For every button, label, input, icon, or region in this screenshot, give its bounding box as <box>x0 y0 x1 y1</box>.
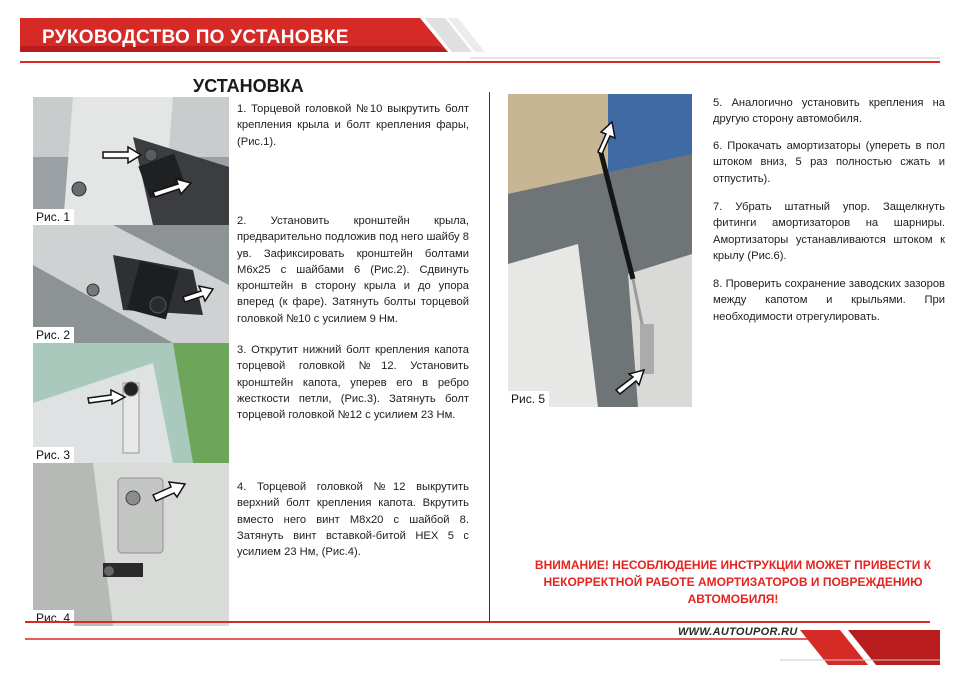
step-1: 1. Торцевой головкой №10 выкрутить болт крепления крыла и болт крепления фары, (Рис.1). <box>237 103 469 148</box>
figure-5 <box>508 94 692 407</box>
figure-1 <box>33 97 229 225</box>
figure-label: Рис. 1 <box>33 209 74 225</box>
warning-text: ВНИМАНИЕ! НЕСОБЛЮДЕНИЕ ИНСТРУКЦИИ МОЖЕТ ПРИВЕСТИ К НЕКОРРЕКТНОЙ РАБОТЕ АМОРТИЗАТОРОВ И ПОВРЕЖДЕНИЮ АВТОМОБИЛЯ! <box>534 558 932 606</box>
footer-url: WWW.AUTOUPOR.RU <box>678 626 798 638</box>
figure-1-photo <box>33 97 229 225</box>
step-6: 6. Прокачать амортизаторы (уперeть в пол штоком вниз, 5 раз полностью сжать и отпустить). <box>713 140 945 185</box>
header-title: РУКОВОДСТВО ПО УСТАНОВКЕ <box>42 27 349 48</box>
step-3: 3. Открутит нижний болт крепления капота торцевой головкой №12. Установить кронштейн капота, уперев его в ребро жесткости петли, (Рис.3). Затянуть болт торцевой головкой №12 с усилием 23 Нм. <box>237 344 469 422</box>
section-title: УСТАНОВКА <box>193 76 304 96</box>
column-divider <box>489 92 490 622</box>
figure-2-photo <box>33 225 229 343</box>
step-2: 2. Установить кронштейн крыла, предварительно подложив под него шайбу 8 ув. Зафиксировать кронштейн болтами М6х25 с шайбами 6 (Рис.2). Сдвинуть кронштейн в сторону крыла и до упора вперед (к фаре). Затянуть болты торцевой головкой №10 с усилием 9 Нм. <box>237 215 469 325</box>
step-7: 7. Убрать штатный упор. Защелкнуть фитинги амортизаторов на шарниры. Амортизаторы устанавливаются штоком к крылу (Рис.6). <box>713 201 945 262</box>
figure-label: Рис. 4 <box>33 610 74 626</box>
figure-label: Рис. 2 <box>33 327 74 343</box>
step-5: 5. Аналогично установить крепления на другую сторону автомобиля. <box>713 97 945 126</box>
figure-label: Рис. 3 <box>33 447 74 463</box>
step-8: 8. Проверить сохранение заводских зазоров между капотом и крыльями. При необходимости отрегулировать. <box>713 278 945 323</box>
figure-4-photo <box>33 463 229 626</box>
figure-3-photo <box>33 343 229 463</box>
footer-stripes <box>0 610 970 685</box>
figure-5-photo <box>508 94 692 407</box>
figure-2 <box>33 225 229 343</box>
step-4: 4. Торцевой головкой №12 выкрутить верхний болт крепления капота. Вкрутить вместо него винт М8х20 с шайбой 8. Затянуть винт вставкой-битой HEX 5 с усилием 23 Нм, (Рис.4). <box>237 481 469 559</box>
figure-4 <box>33 463 229 626</box>
figure-label: Рис. 5 <box>508 391 549 407</box>
figure-3 <box>33 343 229 463</box>
